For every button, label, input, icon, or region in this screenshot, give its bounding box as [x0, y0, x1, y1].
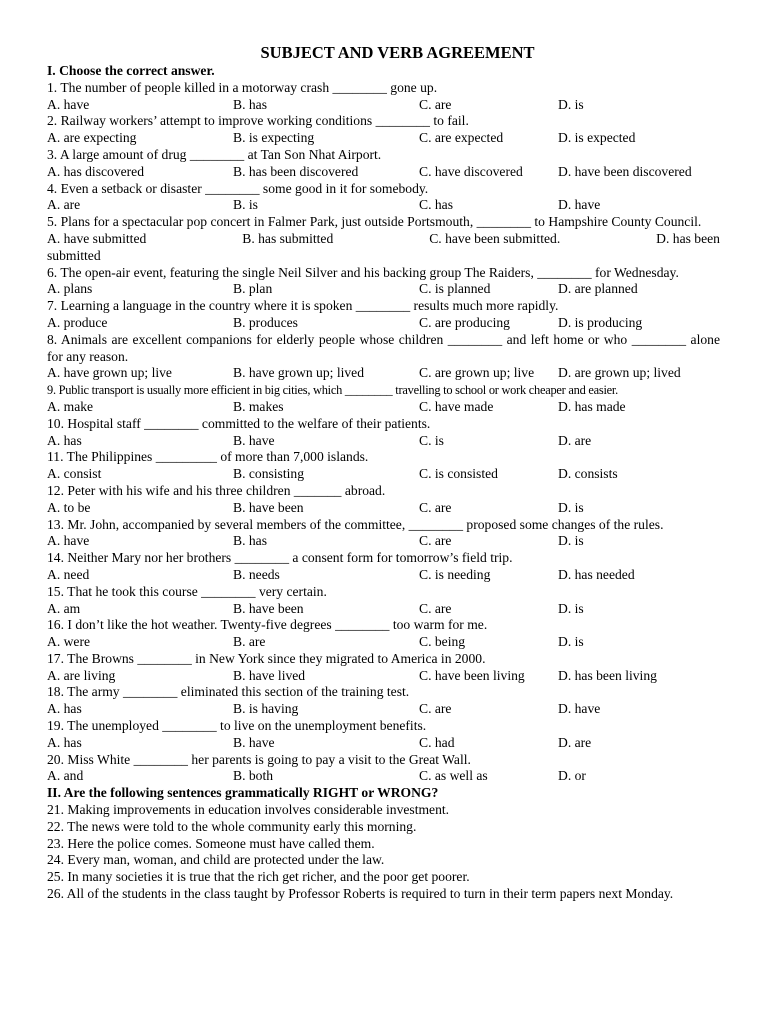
section-heading-choose: I. Choose the correct answer. [47, 63, 215, 78]
option-a: A. were [47, 634, 91, 650]
question-text: 6. The open-air event, featuring the single Neil Silver and his backing group The Raiders, ________ for Wednesday. [47, 264, 679, 280]
option-a: A. and [47, 768, 84, 784]
question-text: 19. The unemployed ________ to live on the unemployment benefits. [47, 718, 427, 734]
option-a: A. need [47, 566, 90, 582]
option-d: D. is producing [558, 314, 643, 330]
answer-options [47, 281, 720, 298]
question-text: 15. That he took this course ________ very certain. [47, 583, 327, 599]
option-d: D. are grown up; lived [558, 365, 681, 381]
option-b: B. has [233, 96, 267, 112]
option-b: B. needs [233, 566, 280, 582]
section-heading-right-wrong: II. Are the following sentences grammatically RIGHT or WRONG? [47, 785, 439, 801]
sentence-item: 21. Making improvements in education involves considerable investment. [47, 802, 450, 818]
option-d: D. has made [558, 398, 626, 414]
answer-options [47, 97, 720, 114]
sentence-item: 25. In many societies it is true that the rich get richer, and the poor get poorer. [47, 869, 470, 885]
option-d: D. is [558, 600, 584, 616]
option-d: D. have [558, 701, 601, 717]
option-a: A. consist [47, 466, 102, 482]
option-d: D. is [558, 499, 584, 515]
option-b: B. produces [233, 314, 298, 330]
question-text: 20. Miss White ________ her parents is going to pay a visit to the Great Wall. [47, 751, 471, 767]
answer-options [47, 768, 720, 785]
option-d: D. or [558, 768, 586, 784]
question-text: 3. A large amount of drug ________ at Tan Son Nhat Airport. [47, 146, 382, 162]
option-c: C. have been submitted. [429, 230, 561, 246]
option-d: D. are [558, 734, 592, 750]
option-a: A. has [47, 432, 82, 448]
option-d: D. has been living [558, 667, 657, 683]
option-c: C. have made [419, 398, 494, 414]
answer-options [47, 500, 720, 517]
question-text: 14. Neither Mary nor her brothers ________ a consent form for tomorrow’s field trip. [47, 550, 513, 566]
option-c: C. are grown up; live [419, 365, 535, 381]
question-text: 18. The army ________ eliminated this section of the training test. [47, 684, 410, 700]
option-a: A. am [47, 600, 81, 616]
option-c: C. are [419, 499, 452, 515]
option-a: A. are [47, 197, 81, 213]
option-a: A. have [47, 533, 90, 549]
answer-options [47, 567, 720, 584]
option-b: B. is expecting [233, 130, 315, 146]
option-c: C. is needing [419, 566, 491, 582]
option-a: A. have submitted [47, 230, 147, 246]
option-c: C. are [419, 701, 452, 717]
option-c: C. is [419, 432, 444, 448]
sentence-item: 26. All of the students in the class taught by Professor Roberts is required to turn in their term papers next Monday. [47, 886, 674, 902]
option-a: A. have [47, 96, 90, 112]
option-b: B. is [233, 197, 258, 213]
answer-options [47, 601, 720, 618]
answer-options [47, 315, 720, 332]
sentence-item: 24. Every man, woman, and child are protected under the law. [47, 852, 385, 868]
question-text: 2. Railway workers’ attempt to improve working conditions ________ to fail. [47, 113, 469, 129]
question-text: 17. The Browns ________ in New York since they migrated to America in 2000. [47, 650, 486, 666]
option-c: C. is planned [419, 281, 491, 297]
option-b: B. have lived [233, 667, 306, 683]
option-d: D. has been [656, 230, 720, 246]
option-d: D. are [558, 432, 592, 448]
option-b: B. both [233, 768, 274, 784]
option-b: B. makes [233, 398, 284, 414]
option-b: B. consisting [233, 466, 304, 482]
answer-options [47, 433, 720, 450]
option-a: A. have grown up; live [47, 365, 172, 381]
option-c: C. as well as [419, 768, 488, 784]
question-text: 12. Peter with his wife and his three children _______ abroad. [47, 482, 386, 498]
page-title: SUBJECT AND VERB AGREEMENT [260, 43, 535, 62]
question-text: 10. Hospital staff ________ committed to the welfare of their patients. [47, 415, 431, 431]
answer-options [47, 197, 720, 214]
answer-options [47, 231, 720, 248]
option-c: C. are [419, 96, 452, 112]
answer-options [47, 466, 720, 483]
question-text: 13. Mr. John, accompanied by several members of the committee, ________ proposed some changes of the rules. [47, 516, 664, 532]
answer-options [47, 701, 720, 718]
option-b: B. have been [233, 600, 304, 616]
question-text: 9. Public transport is usually more efficient in big cities, which ________ travelling to school or work cheaper and easier. [47, 383, 618, 398]
question-text: 7. Learning a language in the country where it is spoken ________ results much more rapidly. [47, 298, 559, 314]
answer-options [47, 533, 720, 550]
option-d: D. is expected [558, 130, 636, 146]
option-c: C. have discovered [419, 163, 523, 179]
option-a: A. are expecting [47, 130, 137, 146]
option-a: A. plans [47, 281, 93, 297]
option-d: D. has needed [558, 566, 635, 582]
option-c: C. are expected [419, 130, 504, 146]
option-b: B. plan [233, 281, 273, 297]
option-d: D. have [558, 197, 601, 213]
option-c: C. are producing [419, 314, 510, 330]
option-b: B. are [233, 634, 266, 650]
option-b: B. have [233, 432, 275, 448]
option-a: A. has discovered [47, 163, 145, 179]
question-text: 4. Even a setback or disaster ________ some good in it for somebody. [47, 180, 429, 196]
option-c: C. have been living [419, 667, 525, 683]
option-d: D. is [558, 96, 584, 112]
option-d-continued: submitted [47, 247, 101, 263]
option-c: C. has [419, 197, 453, 213]
question-text: 8. Animals are excellent companions for elderly people whose children ________ and left home or who ________ alone for any reason. [47, 331, 720, 364]
question-text: 1. The number of people killed in a motorway crash ________ gone up. [47, 79, 438, 95]
option-c: C. is consisted [419, 466, 498, 482]
option-c: C. had [419, 734, 455, 750]
option-d: D. have been discovered [558, 163, 692, 179]
question-text: 11. The Philippines _________ of more than 7,000 islands. [47, 449, 369, 465]
option-a: A. make [47, 398, 94, 414]
option-b: B. have grown up; lived [233, 365, 365, 381]
answer-options [47, 634, 720, 651]
option-a: A. produce [47, 314, 108, 330]
question-text: 16. I don’t like the hot weather. Twenty-five degrees ________ too warm for me. [47, 617, 488, 633]
answer-options [47, 399, 720, 416]
option-b: B. is having [233, 701, 299, 717]
option-a: A. to be [47, 499, 91, 515]
option-b: B. have been [233, 499, 304, 515]
option-d: D. consists [558, 466, 618, 482]
option-c: C. are [419, 533, 452, 549]
option-a: A. are living [47, 667, 116, 683]
question-text: 5. Plans for a spectacular pop concert in Falmer Park, just outside Portsmouth, ________ to Hampshire County Council. [47, 214, 702, 230]
option-a: A. has [47, 734, 82, 750]
option-d: D. is [558, 634, 584, 650]
option-c: C. are [419, 600, 452, 616]
answer-options [47, 164, 720, 181]
answer-options [47, 668, 720, 685]
option-b: B. has submitted [242, 230, 334, 246]
option-b: B. have [233, 734, 275, 750]
option-d: D. are planned [558, 281, 638, 297]
answer-options [47, 130, 720, 147]
option-b: B. has been discovered [233, 163, 359, 179]
option-c: C. being [419, 634, 466, 650]
option-d: D. is [558, 533, 584, 549]
option-b: B. has [233, 533, 267, 549]
option-a: A. has [47, 701, 82, 717]
answer-options [47, 735, 720, 752]
answer-options [47, 365, 720, 382]
sentence-item: 23. Here the police comes. Someone must have called them. [47, 835, 375, 851]
sentence-item: 22. The news were told to the whole community early this morning. [47, 818, 417, 834]
